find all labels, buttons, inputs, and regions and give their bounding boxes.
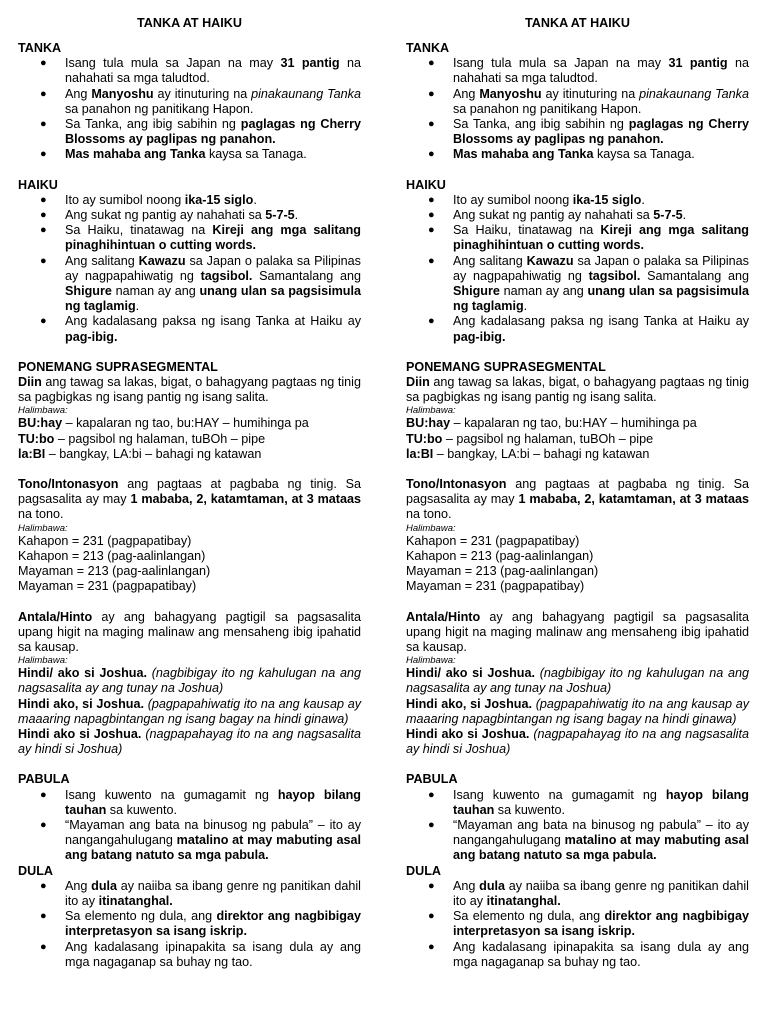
list-item: ● Ang sukat ng pantig ay nahahati sa 5-7-5.: [428, 208, 687, 223]
list-item: ● “Mayaman ang bata na binusog ng pabula” – ito ay nangangahulugang matalino at may mabuting asal ang batang natuto sa mga pabula.: [40, 817, 361, 863]
list-item: ● Ang Manyoshu ay itinuturing na pinakaunang Tanka sa panahon ng panitikang Hapon.: [40, 86, 361, 116]
bullet-icon: ●: [428, 910, 435, 923]
bullet-icon: ●: [40, 910, 47, 923]
list-item: ● Sa Haiku, tinatawag na Kireji ang mga salitang pinaghihintuan o cutting words.: [428, 223, 750, 253]
tono-example: Kahapon = 231 (pagpapatibay): [18, 533, 192, 548]
example-label: Halimbawa:: [406, 655, 456, 667]
diin-example: TU:bo – pagsibol ng halaman, tuBOh – pipe: [406, 431, 654, 446]
bullet-icon: ●: [40, 788, 47, 801]
list-item: ● Mas mahaba ang Tanka kaysa sa Tanaga.: [428, 147, 695, 162]
antala-example: Hindi/ ako si Joshua. (nagbibigay ito ng kahulugan na ang nagsasalita ay ang tunay na Joshua): [406, 666, 749, 696]
bullet-icon: ●: [428, 224, 435, 237]
list-item: ● Ang dula ay naiiba sa ibang genre ng panitikan dahil ito ay itinatanghal.: [40, 878, 361, 908]
list-item: ● Ang sukat ng pantig ay nahahati sa 5-7-5.: [40, 208, 299, 223]
list-item: ● Sa elemento ng dula, ang direktor ang nagbibigay interpretasyon sa isang iskrip.: [428, 909, 749, 939]
bullet-icon: ●: [40, 940, 47, 953]
dula-list: [406, 879, 749, 970]
tono-example: Mayaman = 213 (pag-aalinlangan): [406, 564, 599, 579]
tono-paragraph: Tono/Intonasyon ang pagtaas at pagbaba ng tinig. Sa pagsasalita ay may 1 mababa, 2, katamtaman, at 3 mataas na tono.: [18, 477, 361, 522]
tono-example: Mayaman = 213 (pag-aalinlangan): [18, 564, 211, 579]
bullet-icon: ●: [428, 254, 435, 267]
tanka-list: [18, 56, 361, 162]
list-item: ● Sa Haiku, tinatawag na Kireji ang mga salitang pinaghihintuan o cutting words.: [40, 223, 362, 253]
list-item: ● Ang kadalasang paksa ng isang Tanka at Haiku ay pag-ibig.: [40, 314, 361, 344]
bullet-icon: ●: [40, 254, 47, 267]
column-right: [406, 15, 749, 970]
list-item: ● Ang kadalasang paksa ng isang Tanka at Haiku ay pag-ibig.: [428, 314, 749, 344]
bullet-icon: ●: [40, 315, 47, 328]
haiku-list: [18, 193, 361, 345]
section-heading-haiku: HAIKU: [18, 177, 58, 192]
section-heading-haiku: HAIKU: [406, 177, 446, 192]
pabula-list: [18, 788, 361, 864]
diin-paragraph: Diin ang tawag sa lakas, bigat, o bahagyang pagtaas ng tinig sa pagbigkas ng isang pantig ng isang salita.: [18, 375, 361, 405]
bullet-icon: ●: [40, 818, 47, 831]
tono-example: Kahapon = 213 (pag-aalinlangan): [18, 548, 206, 563]
bullet-icon: ●: [428, 118, 435, 131]
section-heading-pabula: PABULA: [406, 772, 458, 787]
bullet-icon: ●: [40, 193, 47, 206]
section-heading-ponemang: PONEMANG SUPRASEGMENTAL: [18, 359, 218, 374]
diin-example: BU:hay – kapalaran ng tao, bu:HAY – humihinga pa: [406, 416, 697, 431]
list-item: ● Sa elemento ng dula, ang direktor ang nagbibigay interpretasyon sa isang iskrip.: [40, 909, 361, 939]
antala-example: Hindi/ ako si Joshua. (nagbibigay ito ng kahulugan na ang nagsasalita ay ang tunay na Joshua): [18, 666, 361, 696]
diin-example: la:BI – bangkay, LA:bi – bahagi ng katawan: [406, 446, 650, 461]
section-heading-tanka: TANKA: [406, 41, 450, 55]
example-label: Halimbawa:: [18, 405, 68, 417]
bullet-icon: ●: [428, 148, 435, 161]
section-heading-pabula: PABULA: [18, 772, 70, 787]
bullet-icon: ●: [428, 87, 435, 100]
list-item: ● Ang dula ay naiiba sa ibang genre ng panitikan dahil ito ay itinatanghal.: [428, 878, 749, 908]
list-item: ● Ang salitang Kawazu sa Japan o palaka sa Pilipinas ay nagpapahiwatig ng tagsibol. Samantalang ang Shigure naman ay ang unang ulan sa pagsisimula ng taglamig.: [428, 253, 749, 314]
list-item: ● Ang Manyoshu ay itinuturing na pinakaunang Tanka sa panahon ng panitikang Hapon.: [428, 86, 749, 116]
list-item: ● “Mayaman ang bata na binusog ng pabula” – ito ay nangangahulugang matalino at may mabuting asal ang batang natuto sa mga pabula.: [428, 817, 749, 863]
dula-list: [18, 879, 361, 970]
antala-example: Hindi ako, si Joshua. (pagpapahiwatig ito na ang kausap ay maaaring napagbintangan ng isang bagay na hindi ginawa): [18, 696, 361, 726]
section-heading-tanka: TANKA: [18, 41, 62, 55]
tono-example: Kahapon = 213 (pag-aalinlangan): [406, 548, 594, 563]
section-heading-dula: DULA: [18, 863, 53, 878]
list-item: ● Isang tula mula sa Japan na may 31 pantig na nahahati sa mga taludtod.: [40, 56, 361, 86]
tono-example: Mayaman = 231 (pagpapatibay): [18, 579, 197, 594]
diin-example: TU:bo – pagsibol ng halaman, tuBOh – pipe: [18, 431, 266, 446]
example-label: Halimbawa:: [406, 405, 456, 417]
list-item: ● Isang tula mula sa Japan na may 31 pantig na nahahati sa mga taludtod.: [428, 56, 749, 86]
list-item: ● Ito ay sumibol noong ika-15 siglo.: [40, 192, 257, 207]
column-left: [18, 15, 361, 970]
diin-example: la:BI – bangkay, LA:bi – bahagi ng katawan: [18, 446, 262, 461]
bullet-icon: ●: [428, 315, 435, 328]
bullet-icon: ●: [428, 879, 435, 892]
list-item: ● Mas mahaba ang Tanka kaysa sa Tanaga.: [40, 147, 307, 162]
antala-paragraph: Antala/Hinto ay ang bahagyang pagtigil sa pagsasalita upang higit na maging malinaw ang mensaheng ibig ipahatid sa kausap.: [18, 609, 361, 654]
tono-example: Mayaman = 231 (pagpapatibay): [406, 579, 585, 594]
bullet-icon: ●: [40, 209, 47, 222]
diin-paragraph: Diin ang tawag sa lakas, bigat, o bahagyang pagtaas ng tinig sa pagbigkas ng isang pantig ng isang salita.: [406, 375, 749, 405]
bullet-icon: ●: [40, 87, 47, 100]
example-label: Halimbawa:: [18, 522, 68, 534]
bullet-icon: ●: [428, 193, 435, 206]
antala-example: Hindi ako si Joshua. (nagpapahayag ito na ang nagsasalita ay hindi si Joshua): [18, 726, 361, 757]
example-label: Halimbawa:: [406, 522, 456, 534]
bullet-icon: ●: [40, 57, 47, 70]
bullet-icon: ●: [40, 148, 47, 161]
diin-example: BU:hay – kapalaran ng tao, bu:HAY – humihinga pa: [18, 416, 309, 431]
section-heading-dula: DULA: [406, 863, 441, 878]
document-title: TANKA AT HAIKU: [137, 16, 242, 30]
antala-example: Hindi ako si Joshua. (nagpapahayag ito na ang nagsasalita ay hindi si Joshua): [406, 726, 749, 757]
example-label: Halimbawa:: [18, 655, 68, 667]
bullet-icon: ●: [428, 788, 435, 801]
bullet-icon: ●: [428, 940, 435, 953]
tono-example: Kahapon = 231 (pagpapatibay): [406, 533, 580, 548]
list-item: ● Sa Tanka, ang ibig sabihin ng paglagas ng Cherry Blossoms ay paglipas ng panahon.: [40, 117, 361, 147]
list-item: ● Ang kadalasang ipinapakita sa isang dula ay ang mga nagaganap sa buhay ng tao.: [40, 939, 361, 969]
list-item: ● Ang kadalasang ipinapakita sa isang dula ay ang mga nagaganap sa buhay ng tao.: [428, 939, 749, 969]
antala-example: Hindi ako, si Joshua. (pagpapahiwatig ito na ang kausap ay maaaring napagbintangan ng isang bagay na hindi ginawa): [406, 696, 749, 726]
haiku-list: [406, 193, 749, 345]
document-title: TANKA AT HAIKU: [525, 16, 630, 30]
pabula-list: [406, 788, 749, 864]
list-item: ● Ang salitang Kawazu sa Japan o palaka sa Pilipinas ay nagpapahiwatig ng tagsibol. Samantalang ang Shigure naman ay ang unang ulan sa pagsisimula ng taglamig.: [40, 253, 361, 314]
bullet-icon: ●: [40, 118, 47, 131]
section-heading-ponemang: PONEMANG SUPRASEGMENTAL: [406, 359, 606, 374]
bullet-icon: ●: [40, 879, 47, 892]
list-item: ● Ito ay sumibol noong ika-15 siglo.: [428, 192, 645, 207]
list-item: ● Isang kuwento na gumagamit ng hayop bilang tauhan sa kuwento.: [428, 787, 749, 817]
antala-paragraph: Antala/Hinto ay ang bahagyang pagtigil sa pagsasalita upang higit na maging malinaw ang mensaheng ibig ipahatid sa kausap.: [406, 609, 749, 654]
tono-paragraph: Tono/Intonasyon ang pagtaas at pagbaba ng tinig. Sa pagsasalita ay may 1 mababa, 2, katamtaman, at 3 mataas na tono.: [406, 477, 749, 522]
bullet-icon: ●: [40, 224, 47, 237]
tanka-list: [406, 56, 749, 162]
bullet-icon: ●: [428, 57, 435, 70]
list-item: ● Sa Tanka, ang ibig sabihin ng paglagas ng Cherry Blossoms ay paglipas ng panahon.: [428, 117, 749, 147]
bullet-icon: ●: [428, 209, 435, 222]
bullet-icon: ●: [428, 818, 435, 831]
list-item: ● Isang kuwento na gumagamit ng hayop bilang tauhan sa kuwento.: [40, 787, 361, 817]
